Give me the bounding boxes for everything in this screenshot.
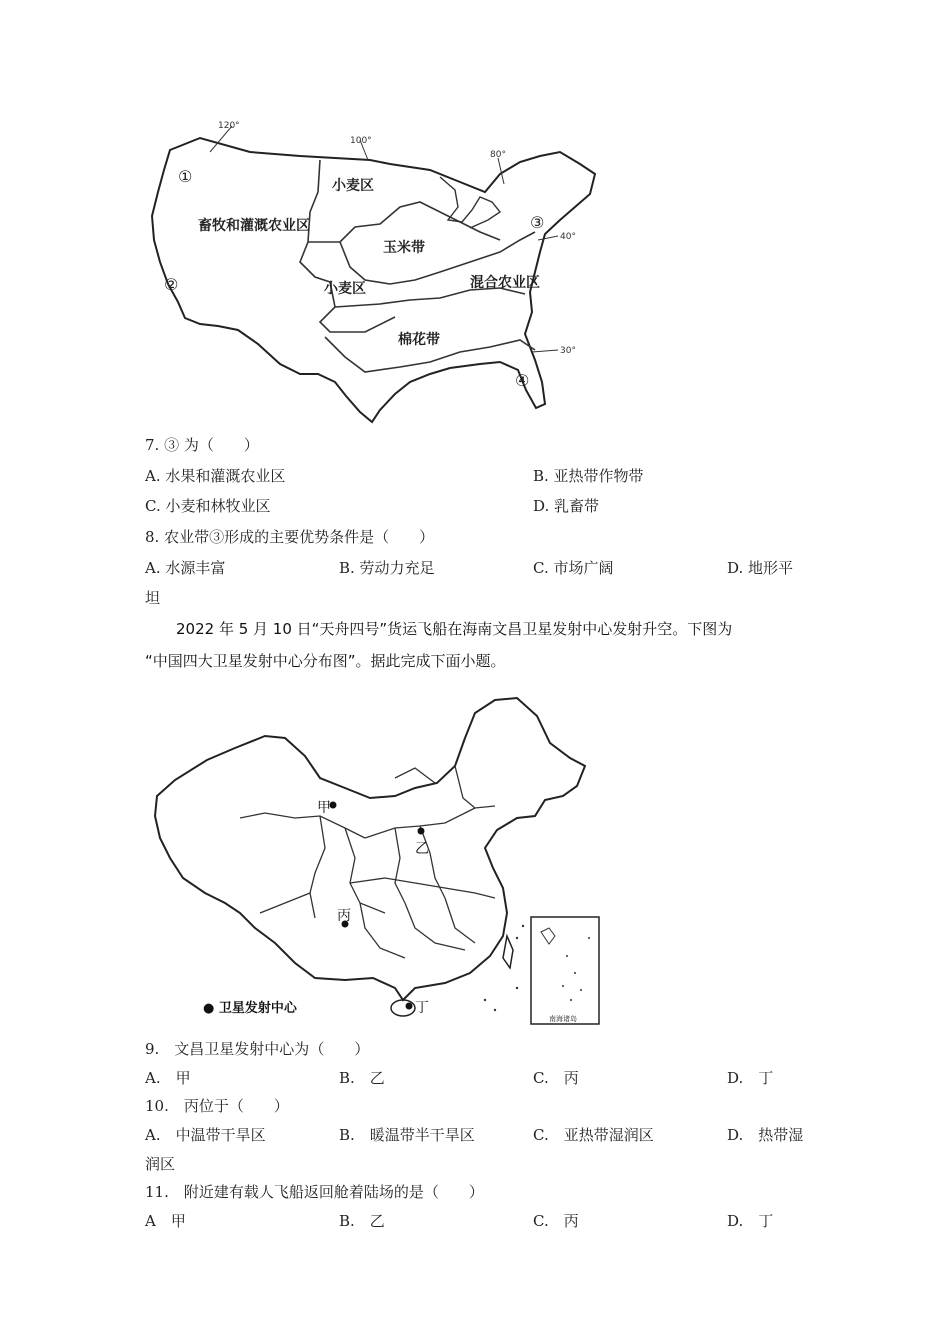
site-yi-label: 乙 xyxy=(415,841,429,857)
q11-option-a[interactable]: A 甲 xyxy=(145,1212,186,1230)
q9-stem: 9. 文昌卫星发射中心为（ ） xyxy=(145,1040,370,1058)
q7-option-b[interactable]: B. 亚热带作物带 xyxy=(533,467,644,485)
q7-option-a[interactable]: A. 水果和灌溉农业区 xyxy=(145,467,286,485)
passage-line-2: “中国四大卫星发射中心分布图”。据此完成下面小题。 xyxy=(145,652,506,670)
marker-2: ② xyxy=(164,275,179,294)
q8-option-a[interactable]: A. 水源丰富 xyxy=(145,559,226,577)
boundary-wheat-corn xyxy=(308,202,500,242)
site-jia-label: 甲 xyxy=(317,800,331,816)
q11-stem: 11. 附近建有载人飞船返回舱着陆场的是（ ） xyxy=(145,1183,484,1201)
latitude-30: 30° xyxy=(560,346,576,356)
marker-3: ③ xyxy=(530,213,545,232)
q9-option-b[interactable]: B. 乙 xyxy=(339,1069,385,1087)
q7-stem: 7. ③ 为（ ） xyxy=(145,436,259,454)
inset-label: 南海诸岛 xyxy=(549,1015,577,1023)
q11-option-c[interactable]: C. 丙 xyxy=(533,1212,579,1230)
site-yi-dot xyxy=(418,828,425,835)
site-bing-label: 丙 xyxy=(337,908,351,924)
region-wheat-south-label: 小麦区 xyxy=(324,281,366,297)
q11-option-b[interactable]: B. 乙 xyxy=(339,1212,385,1230)
longitude-80: 80° xyxy=(490,150,506,160)
q8-option-d[interactable]: D. 地形平 xyxy=(727,559,794,577)
china-launch-center-map xyxy=(145,688,610,1030)
marker-4: ④ xyxy=(515,371,530,390)
site-ding-label: 丁 xyxy=(415,1000,429,1016)
q8-option-d-continued: 坦 xyxy=(145,589,161,607)
q7-option-d[interactable]: D. 乳畜带 xyxy=(533,497,600,515)
map-legend: ● 卫星发射中心 xyxy=(203,1001,297,1016)
q8-stem: 8. 农业带③形成的主要优势条件是（ ） xyxy=(145,528,435,546)
q7-option-c[interactable]: C. 小麦和林牧业区 xyxy=(145,497,271,515)
islands xyxy=(484,925,524,1011)
q10-option-b[interactable]: B. 暖温带半干旱区 xyxy=(339,1126,475,1144)
q10-option-a[interactable]: A. 中温带干旱区 xyxy=(145,1126,266,1144)
site-ding-dot xyxy=(406,1003,413,1010)
q10-option-d[interactable]: D. 热带湿 xyxy=(727,1126,804,1144)
region-wheat-north-label: 小麦区 xyxy=(332,178,374,194)
q8-option-b[interactable]: B. 劳动力充足 xyxy=(339,559,435,577)
q9-option-d[interactable]: D. 丁 xyxy=(727,1069,774,1087)
q10-option-c[interactable]: C. 亚热带湿润区 xyxy=(533,1126,654,1144)
region-corn-label: 玉米带 xyxy=(383,240,425,256)
latitude-40: 40° xyxy=(560,232,576,242)
usa-agriculture-map xyxy=(140,112,610,424)
province-boundaries xyxy=(240,766,495,958)
q8-option-c[interactable]: C. 市场广阔 xyxy=(533,559,614,577)
china-outline xyxy=(155,698,585,1000)
region-mixed-label: 混合农业区 xyxy=(470,275,540,291)
taiwan-island xyxy=(503,936,513,968)
q9-option-a[interactable]: A. 甲 xyxy=(145,1069,191,1087)
q10-option-d-continued: 润区 xyxy=(145,1155,176,1173)
longitude-120: 120° xyxy=(218,121,240,131)
region-grazing-label: 畜牧和灌溉农业区 xyxy=(198,218,310,234)
q9-option-c[interactable]: C. 丙 xyxy=(533,1069,579,1087)
region-cotton-label: 棉花带 xyxy=(398,332,440,348)
passage-line-1: 2022 年 5 月 10 日“天舟四号”货运飞船在海南文昌卫星发射中心发射升空。下图为 xyxy=(176,620,733,638)
marker-1: ① xyxy=(178,167,193,186)
q10-stem: 10. 丙位于（ ） xyxy=(145,1097,289,1115)
q11-option-d[interactable]: D. 丁 xyxy=(727,1212,774,1230)
longitude-100: 100° xyxy=(350,136,372,146)
